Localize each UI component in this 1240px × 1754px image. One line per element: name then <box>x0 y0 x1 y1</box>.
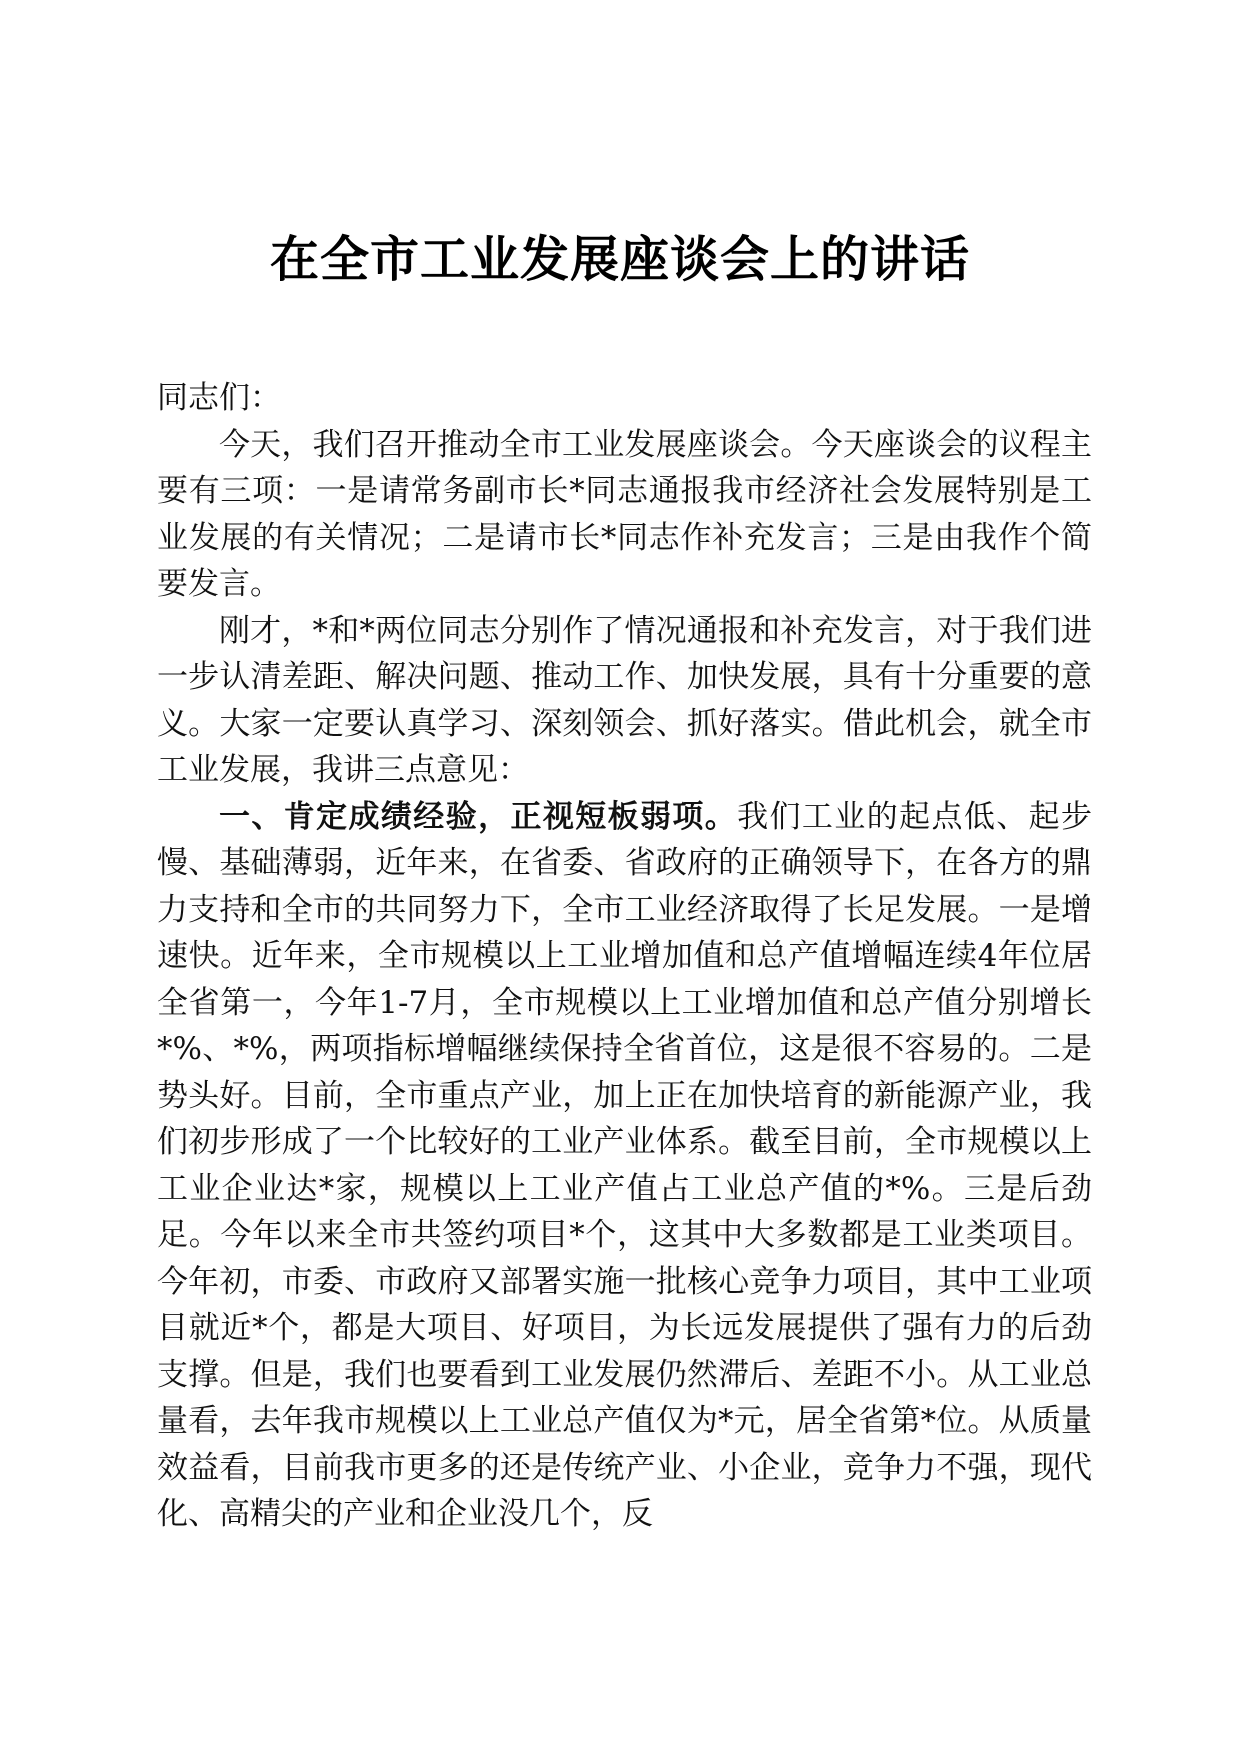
section-1-heading: 一、肯定成绩经验，正视短板弱项。 <box>219 798 738 835</box>
section-1-paragraph <box>157 794 1092 1538</box>
paragraph-agenda: 今天，我们召开推动全市工业发展座谈会。今天座谈会的议程主要有三项：一是请常务副市长*同志通报我市经济社会发展特别是工业发展的有关情况；二是请市长*同志作补充发言；三是由我作个简要发言。 <box>157 426 1092 602</box>
section-1-text: 我们工业的起点低、起步慢、基础薄弱，近年来，在省委、省政府的正确领导下，在各方的鼎力支持和全市的共同努力下，全市工业经济取得了长足发展。一是增速快。近年来，全市规模以上工业增加值和总产值增幅连续4年位居全省第一，今年1-7月，全市规模以上工业增加值和总产值分别增长*%、*%，两项指标增幅继续保持全省首位，这是很不容易的。二是势头好。目前，全市重点产业，加上正在加快培育的新能源产业，我们初步形成了一个比较好的工业产业体系。截至目前，全市规模以上工业企业达*家，规模以上工业产值占工业总产值的*%。三是后劲足。今年以来全市共签约项目*个，这其中大多数都是工业类项目。今年初，市委、市政府又部署实施一批核心竞争力项目，其中工业项目就近*个，都是大项目、好项目，为长远发展提供了强有力的后劲支撑。但是，我们也要看到工业发展仍然滞后、差距不小。从工业总量看，去年我市规模以上工业总产值仅为*元，居全省第*位。从质量效益看，目前我市更多的还是传统产业、小企业，竞争力不强，现代化、高精尖的产业和企业没几个，反 <box>157 798 1093 1532</box>
document-body <box>157 375 1092 1538</box>
salutation: 同志们： <box>157 380 281 416</box>
paragraph-remarks: 刚才，*和*两位同志分别作了情况通报和补充发言，对于我们进一步认清差距、解决问题、推动工作、加快发展，具有十分重要的意义。大家一定要认真学习、深刻领会、抓好落实。借此机会，就全市工业发展，我讲三点意见： <box>157 612 1092 788</box>
document-title: 在全市工业发展座谈会上的讲话 <box>269 230 970 288</box>
